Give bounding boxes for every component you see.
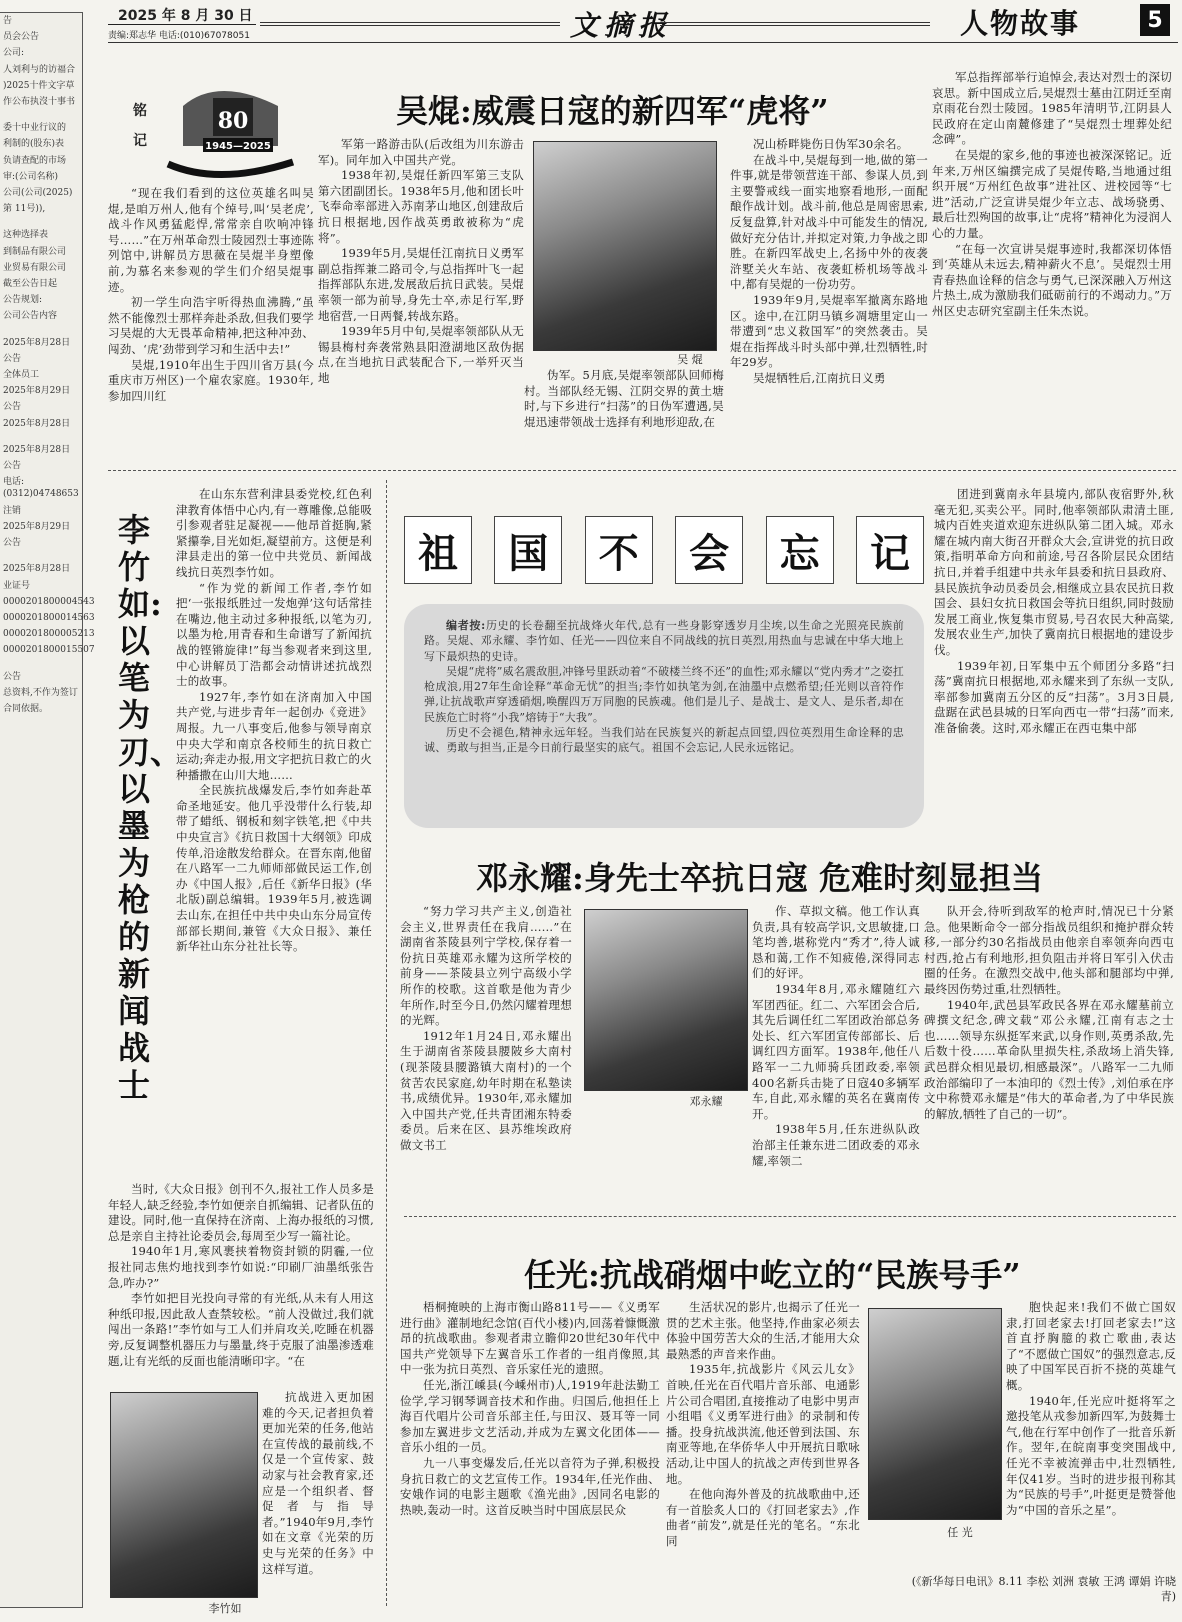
paragraph: 九一八事变爆发后,任光以音符为子弹,积极投身抗日救亡的文艺宣传工作。1934年,任光作曲、安娥作词的电影主题歌《渔光曲》,因同名电影的热映,轰动一时。这首反映当时中国底层民众 bbox=[400, 1455, 660, 1517]
sidebar-line: 这种选择表 bbox=[3, 230, 49, 241]
editor-note-text: 吴焜“虎将”威名震敌胆,冲锋号里跃动着“不破楼兰终不还”的血性;邓永耀以“党内秀才”之姿扛枪成浪,用27年生命诠释“革命无忧”的担当;李竹如执笔为剑,在油墨中点燃希望;任光则以音符作弹,让抗战歌声穿透硝烟,唤醒四万万同胞的民族魂。他们是儿子、是战士、是文人、是乐者,却在民族危亡时将“小我”熔铸于“大我”。 bbox=[424, 664, 904, 724]
paragraph: 1940年,任光应叶挺将军之邀投笔从戎参加新四军,为鼓舞士气,他在行军中创作了一批音乐新作。翌年,在皖南事变突围战中,任光不幸被流弹击中,壮烈牺牲,年仅41岁。当时的进步报刊称其为“民族的号手”,叶挺更是赞誉他为“中国的音乐之星”。 bbox=[1006, 1393, 1176, 1517]
editor-note-label: 编者按: bbox=[446, 619, 486, 632]
article4-col3 bbox=[924, 904, 1174, 1196]
sidebar-line: 第 11号)), bbox=[3, 204, 46, 215]
paragraph: 团进到冀南永年县境内,部队夜宿野外,秋毫无犯,买卖公平。同时,他率领部队肃清土匪,城内百姓夹道欢迎东进纵队第二团入城。邓永耀在城内南大街召开群众大会,宣讲党的抗日政策,指明革命方向和前途,号召各阶层民众团结抗日,并着手组建中共永年县委和抗日县政府、县民族抗争动员委员会,相继成立县农民抗日救国会、县妇女抗日救国会等抗日组织,同时鼓励发展工商业,恢复集市贸易,号召农民大种高粱,发展农业生产,加快了冀南抗日根据地的建设步伐。 bbox=[934, 487, 1174, 657]
sidebar-line: 截至公告日起 bbox=[3, 279, 58, 290]
article2-col-c bbox=[262, 1390, 374, 1608]
paragraph: 1940年,武邑县军政民各界在邓永耀墓前立碑撰文纪念,碑文载“邓公永耀,江南有志之士也……领导东纵挺军来武,以身作则,英勇杀敌,先后数十役……革命队里损失柱,杀敌场上消失锋,武邑群众相见最切,相感最深”。八路军一二九师政治部编印了一本油印的《烈士传》,刘伯承在序文中称赞邓永耀是“伟大的革命者,为了中华民族的解放,牺牲了自己的一切”。 bbox=[924, 997, 1174, 1121]
paragraph: 全民族抗战爆发后,李竹如奔赴革命圣地延安。他几乎没带什么行装,却带了蜡纸、钢板和刻字铁笔,把《中共中央宣言》《抗日救国十大纲领》印成传单,沿途散发给群众。在晋东南,他留在八路军一二九师师部做民运工作,创办《中国人报》,后任《新华日报》(华北版)副总编辑。1939年5月,被选调去山东,在担任中共中央山东分局宣传部部长期间,兼管《大众日报》、兼任新华社山东分社社长等。 bbox=[176, 783, 372, 954]
paragraph: 1927年,李竹如在济南加入中国共产党,与进步青年一起创办《竞进》周报。九一八事变后,他参与领导南京中央大学和南京各校师生的抗日救亡运动;奔走办报,用文字把抗日救亡的火种播撒在山川大地…… bbox=[176, 689, 372, 782]
logo-ribbon bbox=[168, 162, 293, 175]
paragraph: 1940年1月,寒风裹挟着物资封锁的阴霾,一位报社同志焦灼地找到李竹如说:“印刷厂油墨纸张告急,咋办?” bbox=[108, 1244, 374, 1290]
sidebar-line: 作公布执沒十事书 bbox=[3, 97, 76, 108]
sidebar-line: 2025年8月29日 bbox=[3, 521, 71, 532]
paragraph: “在每一次宣讲吴焜事迹时,我都深切体悟到‘英雄从未远去,精神薪火不息’。吴焜烈士用青春热血诠释的信念与勇气,已深深融入万州这片热土,成为激励我们砥砺前行的不竭动力。”万州区史志研究室副主任朱杰说。 bbox=[932, 241, 1172, 318]
sidebar-line: 人刘利与的访福合 bbox=[3, 64, 76, 75]
sidebar-ads bbox=[0, 13, 95, 721]
date-underline bbox=[108, 24, 256, 25]
section-divider-2 bbox=[404, 1216, 1176, 1217]
article5-title: 任光:抗战硝烟中屹立的“民族号手” bbox=[524, 1256, 1021, 1294]
editor-note-text: 历史不会褪色,精神永远年轻。当我们站在民族复兴的新起点回望,四位英烈用生命诠释的忠诚、勇敢与担当,正是今日前行最坚实的底气。祖国不会忘记,人民永远铭记。 bbox=[424, 726, 904, 755]
sidebar-line: 2025年8月28日 bbox=[3, 337, 71, 348]
article5-source: (《新华每日电讯》8.11 李松 刘洲 袁敏 王鸿 谭娟 许晓青) bbox=[911, 1575, 1176, 1603]
article5-col1 bbox=[400, 1300, 660, 1608]
heading-box-char: 不 bbox=[585, 516, 653, 584]
heading-box-char: 祖 bbox=[404, 516, 472, 584]
paragraph: 在他向海外普及的抗战歌曲中,还有一首脍炙人口的《打回老家去》,作曲者“前发”,就是任光的笔名。“东北同 bbox=[666, 1487, 860, 1548]
article2-col-a bbox=[176, 487, 372, 1177]
article5-col2 bbox=[666, 1300, 860, 1608]
sidebar-line: 员会公告 bbox=[3, 32, 40, 43]
article4-col2 bbox=[752, 904, 920, 1196]
paragraph: 1938年5月,任东进纵队政治部主任兼东进二团政委的邓永耀,率领二 bbox=[752, 1122, 920, 1168]
paragraph: 在吴焜的家乡,他的事迹也被深深铭记。近年来,万州区编撰完成了吴焜传略,当地通过组织开展“万州红色故事”进社区、进校园等“七进”活动,广泛宣讲吴焜少年立志、战场骁勇、最后壮烈殉国的故事,让“虎将”精神化为浸润人心的力量。 bbox=[932, 147, 1172, 240]
article2-col-b bbox=[108, 1182, 374, 1387]
article2-title: 李竹如:以笔为刃、以墨为枪的新闻战士 bbox=[118, 511, 183, 1104]
paragraph: 吴焜,1910年出生于四川省万县(今重庆市万州区)一个雇农家庭。1930年,参加四川红 bbox=[108, 357, 314, 403]
sidebar-line: 注销 bbox=[3, 505, 22, 516]
article1-col1 bbox=[108, 186, 314, 450]
sidebar-line: )2025十件文字草 bbox=[3, 80, 75, 91]
anniversary-logo bbox=[128, 66, 308, 186]
article4-title: 邓永耀:身先士卒抗日寇 危难时刻显担当 bbox=[476, 859, 1043, 897]
paragraph: 任光,浙江嵊县(今嵊州市)人,1919年赴法勤工俭学,学习钢琴调音技术和作曲。归国后,他担任上海百代唱片公司音乐部主任,与田汉、聂耳等一同参加左翼进步文艺活动,并成为左翼文化团体——音乐小组的一员。 bbox=[400, 1377, 660, 1455]
issue-date: 2025 年 8 月 30 日 bbox=[118, 8, 253, 24]
page-number-badge bbox=[1140, 4, 1170, 36]
sidebar-line: 审:(公司名称) bbox=[3, 171, 59, 182]
paragraph: 伪军。5月底,吴焜率领部队回师梅村。当部队经无锡、江阴交界的黄土塘时,与下乡进行“扫荡”的日伪军遭遇,吴焜迅速带领战士选择有利地形迎敌,在 bbox=[524, 368, 724, 429]
sidebar-line: 利制的(股东)表 bbox=[3, 139, 65, 150]
deng-yongyao-caption: 邓永耀 bbox=[689, 1095, 723, 1108]
paragraph: 1934年8月,邓永耀随红六军团西征。红二、六军团会合后,其先后调任红二军团政治部总务处长、红六军团宣传部部长、后调红四方面军。1938年,他任八路军一二九师骑兵团政委,率领400名新兵击毙了日寇40多辆军车,自此,邓永耀的英名在冀南传开。 bbox=[752, 981, 920, 1121]
heading-box-char: 会 bbox=[675, 516, 743, 584]
logo-side-text: 铭记 bbox=[133, 103, 147, 149]
paragraph: 梧桐掩映的上海市衡山路811号——《义勇军进行曲》灌制地纪念馆(百代小楼)内,回荡着慷慨激昂的抗战歌曲。参观者肃立瞻仰20世纪30年代中国共产党领导下左翼音乐工作者的一组肖像照,其中一张为抗日英烈、音乐家任光的遗照。 bbox=[400, 1300, 660, 1377]
sidebar-line: 公告规划: bbox=[3, 295, 43, 306]
sidebar-line: 电话:(0312)04748653 bbox=[3, 477, 79, 500]
article1-title: 吴焜:威震日寇的新四军“虎将” bbox=[396, 92, 829, 130]
paragraph: 1939年5月,吴焜任江南抗日义勇军副总指挥兼二路司令,与总指挥叶飞一起指挥部队东进,发展敌后抗日武装。吴焜率领一部为前导,身先士卒,赤足行军,野地宿营,一日两餐,转战东路。 bbox=[318, 246, 524, 323]
sidebar-line: 业证号 bbox=[3, 580, 31, 591]
article4-top-col bbox=[934, 487, 1174, 841]
heading-box-char: 记 bbox=[856, 516, 924, 584]
paragraph: 李竹如把目光投向寻常的有光纸,从未有人用这种纸印报,因此敌人查禁较松。“前人没做过,我们就闯出一条路!”李竹如与工人们并肩攻关,吃睡在机器旁,反复调整机器压力与墨量,终于克服了油墨渗透难题,让有光纸的反面也能清晰印字。“在 bbox=[108, 1291, 374, 1368]
sidebar-line: 2025年8月28日 bbox=[3, 418, 71, 429]
paragraph: 抗战进入更加困难的今天,记者担负着更加光荣的任务,他站在宣传战的最前线,不仅是一个宣传家、鼓动家与社会教育家,还应是一个组织者、督促者与指导者。”1940年9月,李竹如在文章《光荣的历史与光荣的任务》中这样写道。 bbox=[262, 1390, 374, 1576]
article1-col-under-photo bbox=[524, 368, 724, 450]
ren-guang-photo bbox=[868, 1308, 1002, 1520]
sidebar-line: 公司: bbox=[3, 48, 25, 59]
deng-yongyao-photo bbox=[584, 909, 748, 1091]
sidebar-line: 0000201800004543 bbox=[3, 596, 95, 607]
sidebar-line: 公告 bbox=[3, 538, 22, 549]
sidebar-line: 公告 bbox=[3, 402, 22, 413]
newspaper-name: 文摘报 bbox=[570, 9, 673, 42]
sidebar-line: 公告 bbox=[3, 671, 22, 682]
paragraph: 当时,《大众日报》创刊不久,报社工作人员多是年轻人,缺乏经验,李竹如便亲自抓编辑、记者队伍的建设。同时,他一直保持在济南、上海办报纸的习惯,总是亲自主持社论委员会,每周至少写一篇社论。 bbox=[108, 1182, 374, 1243]
li-zhuru-caption: 李竹如 bbox=[208, 1602, 242, 1615]
sidebar-line: 委十中业行议的 bbox=[3, 123, 67, 134]
wu-kun-photo bbox=[533, 141, 717, 351]
paragraph: 1939年9月,吴焜率军撤离东路地区。途中,在江阴马镇乡凋塘里定山一带遭到“忠义救国军”的突然袭击。吴焜在指挥战斗时头部中弹,壮烈牺牲,时年29岁。 bbox=[730, 292, 928, 370]
sidebar-line: 0000201800014563 bbox=[3, 612, 95, 623]
page-number: 5 bbox=[1147, 7, 1163, 33]
paragraph: 在战斗中,吴焜每到一地,做的第一件事,就是带领营连干部、参谋人员,到主要警戒线一面实地察看地形,一面配酿作战计划。战斗前,他总是周密思索,反复盘算,针对战斗中可能发生的情况,做好充分估计,并拟定对策,力争战之即胜。在新四军战史上,名扬中外的夜袭浒墅关火车站、夜袭虹桥机场等战斗中,都有吴焜的一份功劳。 bbox=[730, 152, 928, 292]
sidebar-line: 负请查配的市场 bbox=[3, 155, 67, 166]
paragraph: 胞快起来!我们不做亡国奴隶,打回老家去!打回老家去!”这首直抒胸臆的救亡歌曲,表达了“不愿做亡国奴”的强烈意志,反映了中国军民百折不挠的英雄气概。 bbox=[1006, 1300, 1176, 1392]
editor-note-text: 历史的长卷翻至抗战烽火年代,总有一些身影穿透岁月尘埃,以生命之光照亮民族前路。吴焜、邓永耀、李竹如、任光——四位来自不同战线的抗日英烈,用热血与忠诚在中华大地上写下最炽热的史诗。 bbox=[424, 619, 904, 663]
sidebar-line: 公司(公司(2025) bbox=[3, 188, 73, 199]
sidebar-line: 全体员工 bbox=[3, 370, 40, 381]
paragraph: 军总指挥部举行追悼会,表达对烈士的深切哀思。新中国成立后,吴焜烈士墓由江阴迁至南京雨花台烈士陵园。1985年清明节,江阴县人民政府在定山南麓修建了“吴焜烈士埋葬处纪念碑”。 bbox=[932, 70, 1172, 147]
section-name: 人物故事 bbox=[960, 7, 1081, 40]
article4-col1 bbox=[400, 904, 572, 1196]
box-heading bbox=[404, 516, 924, 588]
sidebar-line: 到制品有限公司 bbox=[3, 246, 67, 257]
paragraph: 1939年初,日军集中五个师团分多路“扫荡”冀南抗日根据地,邓永耀来到了东纵一支队,率部参加冀南五分区的反“扫荡”。3月3日晨,盘踞在武邑县城的日军向西屯一带“扫荡”而来,准备偷袭。这时,邓永耀正在西屯集中部 bbox=[934, 658, 1174, 735]
editor-note-paragraph bbox=[424, 725, 904, 756]
header-bottom-rule bbox=[108, 42, 1178, 43]
paragraph: 1939年5月中旬,吴焜率领部队从无锡县梅村奔袭常熟县阳澄湖地区敌伪据点,在当地抗日武装配合下,一举歼灭当地 bbox=[318, 324, 524, 385]
sidebar-line: 公告 bbox=[3, 353, 22, 364]
sidebar-line: 告 bbox=[3, 16, 13, 26]
paragraph: 况山桥畔毙伤日伪军30余名。 bbox=[753, 137, 909, 151]
header-rule-left bbox=[660, 22, 930, 26]
paragraph: 军第一路游击队(后改组为川东游击军)。同年加入中国共产党。 bbox=[318, 137, 524, 167]
header-rule-mid bbox=[260, 22, 560, 26]
paragraph: 1935年,抗战影片《风云儿女》首映,任光在百代唱片音乐部、电通影片公司合唱团,直接推动了电影中男声小组唱《义勇军进行曲》的录制和传播。投身抗战洪流,他还曾到法国、东南亚等地,在华侨华人中开展抗日歌咏活动,让中国人的抗战之声传到世界各地。 bbox=[666, 1362, 860, 1486]
column-divider bbox=[386, 480, 387, 1606]
heading-box-char: 国 bbox=[494, 516, 562, 584]
paragraph: 初一学生向浩宇听得热血沸腾,“虽然不能像烈士那样奔赴杀敌,但我们要学习吴焜的大无畏革命精神,把这种冲劲、闯劲、‘虎’劲带到学习和生活中去!” bbox=[108, 295, 314, 356]
article1-col2 bbox=[318, 137, 524, 450]
sidebar-line: 0000201800015507 bbox=[3, 645, 95, 656]
paragraph: 队开会,待听到敌军的枪声时,情况已十分紧急。他果断命令一部分指战员组织和掩护群众转移,一部分约30名指战员由他亲自率领奔向西屯村西,抢占有利地形,担负阻击并将日军引入伏击圈的任务。在激烈交战中,他头部和腿部均中弹,最终因伤势过重,壮烈牺牲。 bbox=[924, 904, 1174, 996]
sidebar-line: 总资料,不作为签订 bbox=[3, 687, 78, 698]
ren-guang-caption: 任 光 bbox=[947, 1526, 973, 1539]
paragraph: “现在我们看到的这位英雄名叫吴焜,是咱万州人,他有个绰号,叫‘吴老虎’,战斗作风勇猛彪悍,常常亲自吹响冲锋号……”在万州革命烈士陵园烈士事迹陈列馆中,讲解员方思薇在吴焜半身塑像前,为慕名来参观的学生们介绍吴焜事迹。 bbox=[108, 186, 314, 294]
sidebar-line: 公告 bbox=[3, 461, 22, 472]
paragraph: 1938年初,吴焜任新四军第三支队第六团副团长。1938年5月,他和团长叶飞奉命率部进入苏南茅山地区,创建敌后抗日根据地,因作战英勇敢被称为“虎将”。 bbox=[318, 168, 524, 245]
heading-box-char: 忘 bbox=[766, 516, 834, 584]
editor-note-paragraph bbox=[424, 618, 904, 664]
editor-note-panel bbox=[404, 604, 924, 828]
article5-col3 bbox=[1006, 1300, 1176, 1568]
editor-note bbox=[404, 604, 924, 828]
li-zhuru-photo bbox=[110, 1392, 258, 1598]
paragraph: 在山东东营利津县委党校,红色利津教育体悟中心内,有一尊雕像,总能吸引参观者驻足凝视——他昂首挺胸,紧紧攥拳,目光如炬,凝望前方。这便是利津县走出的第一位中共党员、新闻战线抗日英烈李竹如。 bbox=[176, 487, 372, 579]
logo-years: 1945—2025 bbox=[205, 141, 271, 152]
paragraph: 1912年1月24日,邓永耀出生于湖南省茶陵县腰陂乡大南村(现茶陵县腰潞镇大南村)的一个贫苦农民家庭,幼年时期在私塾读书,成绩优异。1930年,邓永耀加入中国共产党,任共青团湘东特委委员。后来在区、县苏维埃政府做文书工 bbox=[400, 1028, 572, 1152]
editor-info: 责编:郑志华 电话:(010)67078051 bbox=[108, 31, 250, 41]
article1-col3 bbox=[730, 137, 928, 450]
sidebar-line: 业贸易有限公司 bbox=[3, 262, 67, 273]
sidebar-line: 2025年8月29日 bbox=[3, 386, 71, 397]
sidebar-line: 2025年8月28日 bbox=[3, 564, 71, 575]
editor-note-paragraph bbox=[424, 664, 904, 725]
sidebar-border bbox=[0, 12, 95, 1608]
logo-badge-number: 80 bbox=[217, 108, 249, 134]
paragraph: 吴焜牺牲后,江南抗日义勇 bbox=[753, 370, 886, 385]
wu-kun-caption: 吴 焜 bbox=[677, 353, 703, 366]
paragraph: “努力学习共产主义,创造社会主义,世界责任在我肩……”在湖南省茶陵县列宁学校,保存着一份抗日英雄邓永耀为这所学校的前身——茶陵县立列宁高级小学所作的校歌。这首歌是他为青少年所作,时至今日,仍然闪耀着理想的光辉。 bbox=[400, 904, 572, 1028]
sidebar-line: 2025年8月28日 bbox=[3, 444, 71, 455]
article1-col4 bbox=[932, 70, 1172, 450]
section-divider-1 bbox=[108, 470, 1176, 471]
paragraph: “作为党的新闻工作者,李竹如把‘一张报纸胜过一发炮弹’这句话常挂在嘴边,他主动过多种报纸,以笔为刃,以墨为枪,用青春和生命谱写了新闻抗战的铿锵旋律!”每当参观者来到这里,中心讲解员丁浩都会动情讲述抗战烈士的故事。 bbox=[176, 580, 372, 689]
paragraph: 生活状况的影片,也揭示了任光一贯的艺术主张。他坚持,作曲家必须去体验中国劳苦大众的生活,才能用大众最熟悉的声音来作曲。 bbox=[666, 1300, 860, 1361]
sidebar-line: 合同依据。 bbox=[3, 703, 49, 714]
sidebar-line: 公司公告内容 bbox=[3, 311, 58, 322]
sidebar-line: 0000201800005213 bbox=[3, 629, 95, 640]
paragraph: 作、草拟文稿。他工作认真负责,具有较高学识,文思敏捷,口笔均善,堪称党内“秀才”,待人诚恳和蔼,工作不知疲倦,深得同志们的好评。 bbox=[752, 904, 920, 981]
